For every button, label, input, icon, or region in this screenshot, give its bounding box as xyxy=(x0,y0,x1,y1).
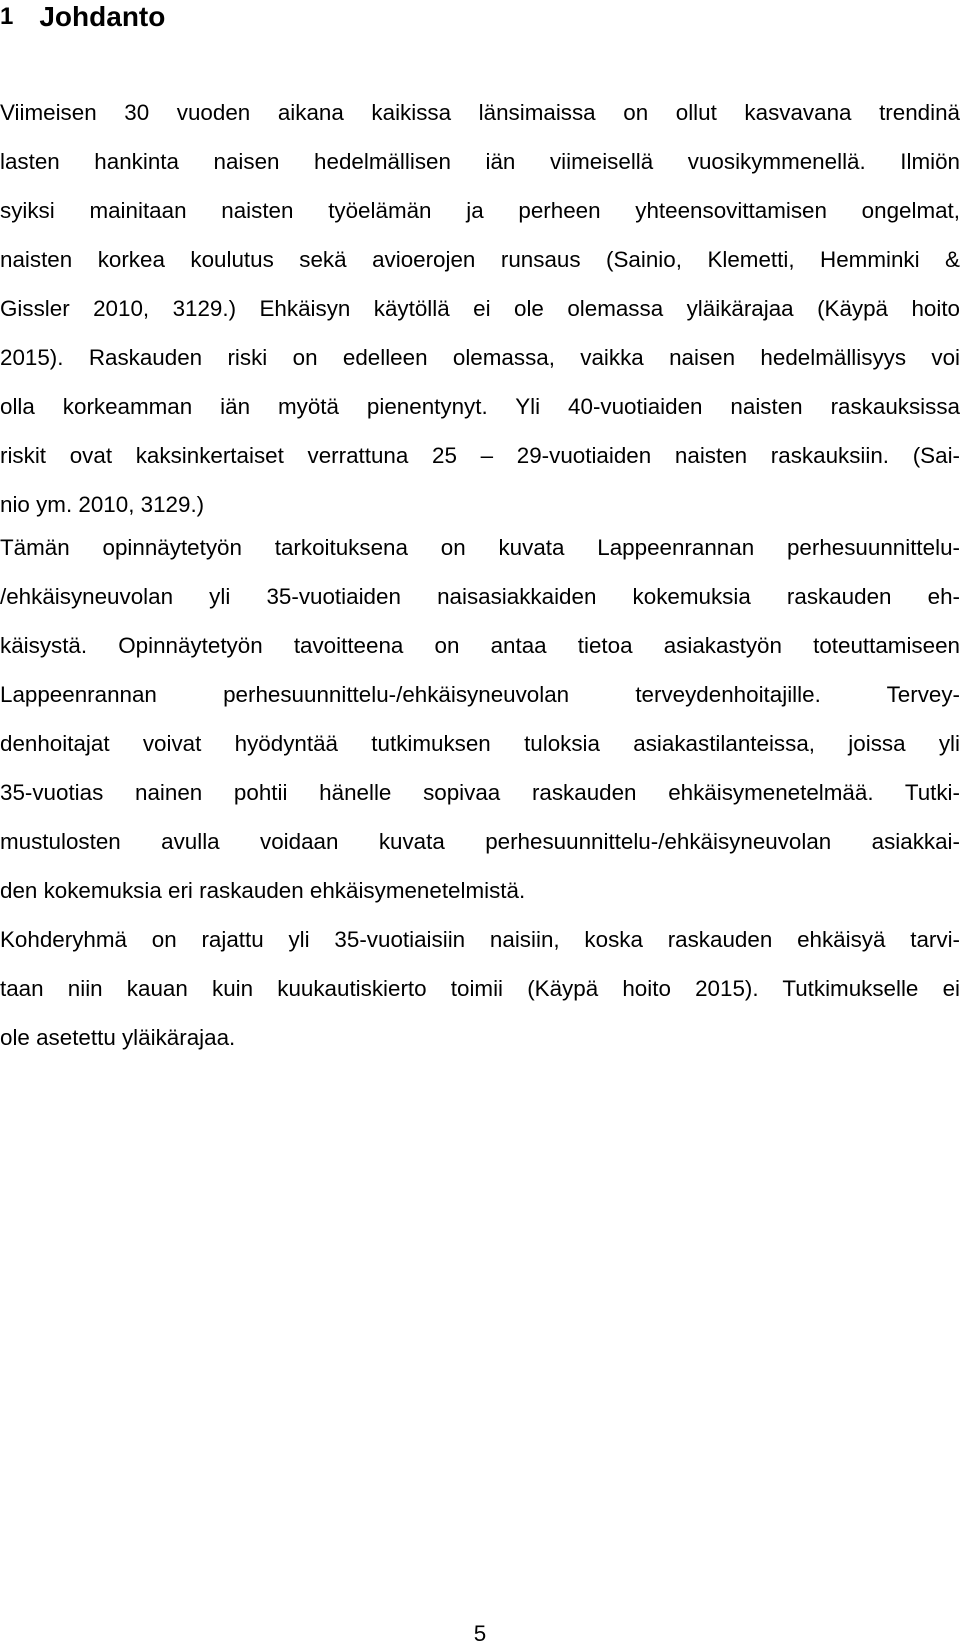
paragraph-3 xyxy=(0,915,960,1062)
paragraph-line: Viimeisen 30 vuoden aikana kaikissa länsimaissa on ollut kasvavana trendinä xyxy=(0,100,960,125)
paragraph-line: Gissler 2010, 3129.) Ehkäisyn käytöllä ei ole olemassa yläikärajaa (Käypä hoito xyxy=(0,296,960,321)
paragraph-line: Tämän opinnäytetyön tarkoituksena on kuvata Lappeenrannan perhesuunnittelu- xyxy=(0,535,960,560)
page-number: 5 xyxy=(473,1621,487,1646)
paragraph-line: syiksi mainitaan naisten työelämän ja perheen yhteensovittamisen ongelmat, xyxy=(0,198,960,223)
paragraph-line: denhoitajat voivat hyödyntää tutkimuksen tuloksia asiakastilanteissa, joissa yli xyxy=(0,731,960,756)
paragraph-line: naisten korkea koulutus sekä avioerojen runsaus (Sainio, Klemetti, Hemminki & xyxy=(0,247,960,272)
paragraph-line: lasten hankinta naisen hedelmällisen iän viimeisellä vuosikymmenellä. Ilmiön xyxy=(0,149,960,174)
paragraph-line: taan niin kauan kuin kuukautiskierto toimii (Käypä hoito 2015). Tutkimukselle ei xyxy=(0,976,960,1001)
paragraph-line: ole asetettu yläikärajaa. xyxy=(0,1025,236,1050)
paragraph-line: 2015). Raskauden riski on edelleen olemassa, vaikka naisen hedelmällisyys voi xyxy=(0,345,960,370)
section-number: 1 xyxy=(0,3,14,30)
paragraph-line: käisystä. Opinnäytetyön tavoitteena on antaa tietoa asiakastyön toteuttamiseen xyxy=(0,633,960,658)
section-heading xyxy=(0,0,165,34)
paragraph-line: mustulosten avulla voidaan kuvata perhesuunnittelu-/ehkäisyneuvolan asiakkai- xyxy=(0,829,960,854)
paragraph-line: olla korkeamman iän myötä pienentynyt. Yli 40-vuotiaiden naisten raskauksissa xyxy=(0,394,960,419)
paragraph-line: Kohderyhmä on rajattu yli 35-vuotiaisiin naisiin, koska raskauden ehkäisyä tarvi- xyxy=(0,927,960,952)
paragraph-2 xyxy=(0,523,960,915)
paragraph-line: den kokemuksia eri raskauden ehkäisymenetelmistä. xyxy=(0,878,526,903)
paragraph-line: riskit ovat kaksinkertaiset verrattuna 25 – 29-vuotiaiden naisten raskauksiin. (Sai- xyxy=(0,443,960,468)
section-title: Johdanto xyxy=(39,1,166,32)
paragraph-line: /ehkäisyneuvolan yli 35-vuotiaiden naisasiakkaiden kokemuksia raskauden eh- xyxy=(0,584,960,609)
paragraph-line: nio ym. 2010, 3129.) xyxy=(0,492,205,517)
paragraph-1 xyxy=(0,88,960,529)
paragraph-line: Lappeenrannan perhesuunnittelu-/ehkäisyneuvolan terveydenhoitajille. Tervey- xyxy=(0,682,960,707)
paragraph-line: 35-vuotias nainen pohtii hänelle sopivaa raskauden ehkäisymenetelmää. Tutki- xyxy=(0,780,960,805)
